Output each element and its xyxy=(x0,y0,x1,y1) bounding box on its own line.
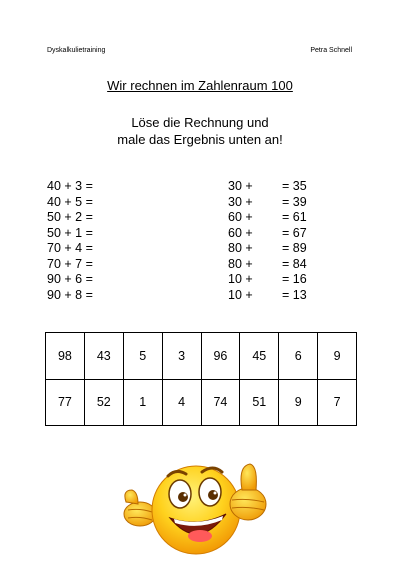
task: 70 + 7 = xyxy=(47,256,93,271)
task: 90 + 8 = xyxy=(47,287,93,302)
instruction-line: male das Ergebnis unten an! xyxy=(117,132,283,147)
instruction-line: Löse die Rechnung und xyxy=(131,115,269,130)
task-result-part: = 61 xyxy=(282,210,307,224)
grid-cell[interactable]: 74 xyxy=(201,379,240,426)
task-left-part: 60 + xyxy=(228,210,253,224)
header-left: Dyskalkulietraining xyxy=(47,47,106,54)
grid-row xyxy=(46,333,357,380)
grid-cell[interactable]: 5 xyxy=(123,333,162,380)
task: 70 + 4 = xyxy=(47,241,93,255)
task-left-part: 30 + xyxy=(228,194,253,209)
right-thumb-icon xyxy=(230,464,266,520)
task xyxy=(228,226,307,242)
task-result-part: = 84 xyxy=(282,256,307,271)
right-task-column xyxy=(228,179,307,303)
task: 40 + 5 = xyxy=(47,194,93,209)
task-left-part: 10 + xyxy=(228,287,253,302)
grid-cell[interactable]: 7 xyxy=(318,379,357,426)
header-right: Petra Schnell xyxy=(310,47,352,54)
worksheet-title: Wir rechnen im Zahlenraum 100 xyxy=(107,78,293,93)
task-left-part: 30 + xyxy=(228,179,253,193)
task-result-part: = 16 xyxy=(282,272,307,286)
task-left-part: 80 + xyxy=(228,256,253,271)
task: 50 + 2 = xyxy=(47,210,93,224)
grid-cell[interactable]: 96 xyxy=(201,333,240,380)
grid-cell[interactable]: 3 xyxy=(162,333,201,380)
thumbs-up-smiley-icon xyxy=(118,452,278,558)
instructions xyxy=(0,114,400,148)
answer-grid xyxy=(45,332,357,426)
task xyxy=(228,272,307,288)
task-result-part: = 39 xyxy=(282,194,307,209)
task-left-part: 60 + xyxy=(228,225,253,240)
task-result-part: = 67 xyxy=(282,225,307,240)
grid-cell[interactable]: 9 xyxy=(318,333,357,380)
grid-cell[interactable]: 77 xyxy=(46,379,85,426)
task-result-part: = 13 xyxy=(282,287,307,302)
task xyxy=(228,257,307,273)
task xyxy=(228,210,307,226)
task: 50 + 1 = xyxy=(47,225,93,240)
grid-cell[interactable]: 4 xyxy=(162,379,201,426)
grid-cell[interactable]: 6 xyxy=(279,333,318,380)
task: 40 + 3 = xyxy=(47,179,93,193)
task xyxy=(228,179,307,195)
grid-cell[interactable]: 43 xyxy=(84,333,123,380)
task xyxy=(228,241,307,257)
left-task-column xyxy=(47,179,93,303)
grid-cell[interactable]: 1 xyxy=(123,379,162,426)
grid-row xyxy=(46,379,357,426)
grid-cell[interactable]: 45 xyxy=(240,333,279,380)
task-result-part: = 35 xyxy=(282,179,307,193)
grid-cell[interactable]: 98 xyxy=(46,333,85,380)
task-left-part: 80 + xyxy=(228,241,253,255)
grid-cell[interactable]: 51 xyxy=(240,379,279,426)
grid-cell[interactable]: 9 xyxy=(279,379,318,426)
task xyxy=(228,288,307,304)
task: 90 + 6 = xyxy=(47,272,93,286)
task xyxy=(228,195,307,211)
task-result-part: = 89 xyxy=(282,241,307,255)
left-thumb-icon xyxy=(124,490,156,526)
task-left-part: 10 + xyxy=(228,272,253,286)
grid-cell[interactable]: 52 xyxy=(84,379,123,426)
